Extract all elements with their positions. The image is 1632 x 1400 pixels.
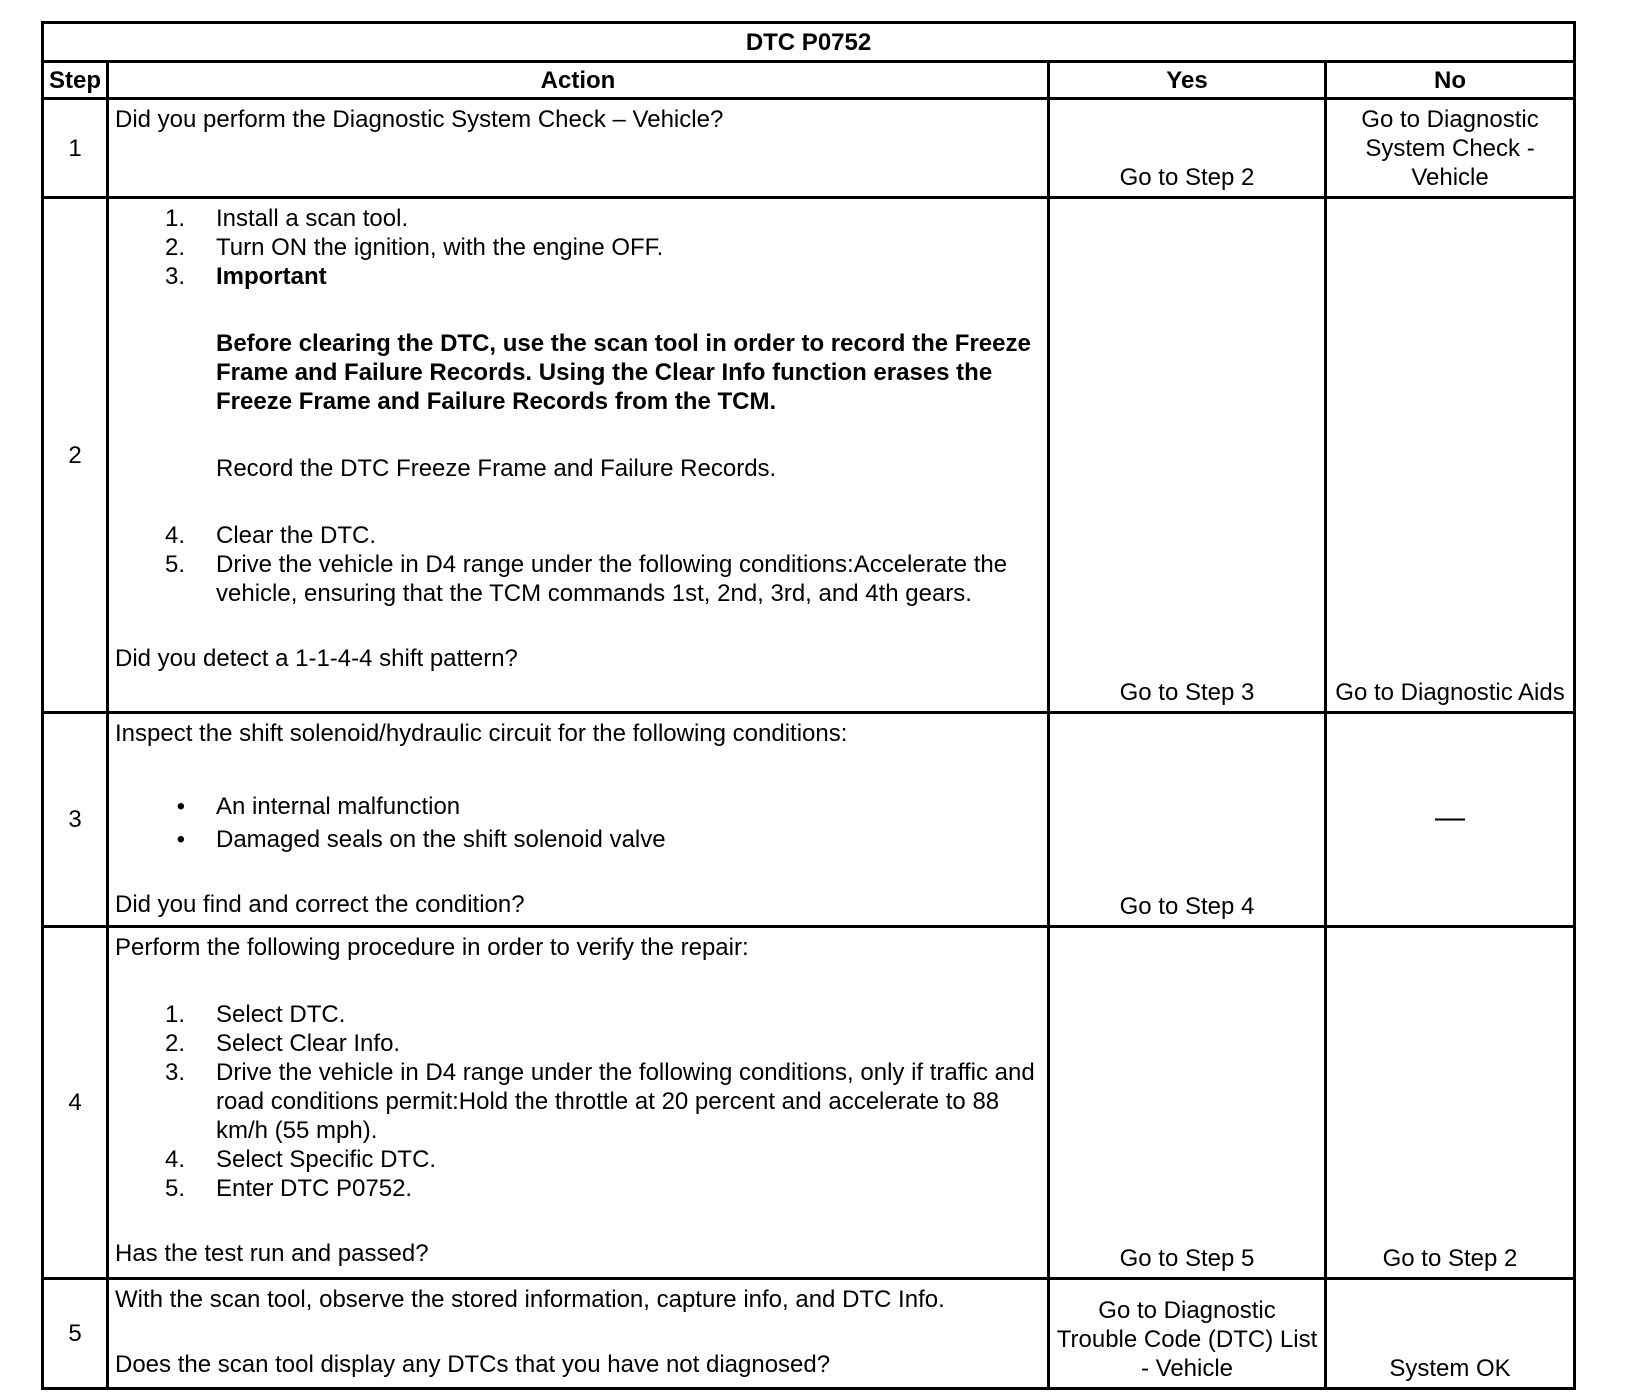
list-text: Select DTC. xyxy=(216,1001,346,1028)
header-action: Action xyxy=(108,62,1049,99)
yes-cell: Go to Step 2 xyxy=(1049,99,1326,198)
table-row-step-1 xyxy=(43,99,1575,198)
step-number: 4 xyxy=(43,927,108,1279)
list-item xyxy=(115,1029,1041,1058)
action-question: Did you detect a 1-1-4-4 shift pattern? xyxy=(115,645,518,672)
dtc-table-container xyxy=(41,21,1573,1390)
yes-cell: Go to Step 3 xyxy=(1049,198,1326,713)
list-text: Turn ON the ignition, with the engine OFF. xyxy=(216,234,664,261)
list-item xyxy=(115,233,1041,262)
action-intro: Perform the following procedure in order to verify the repair: xyxy=(115,934,749,961)
bullet-text: Damaged seals on the shift solenoid valve xyxy=(216,826,666,853)
list-text: Drive the vehicle in D4 range under the following conditions, only if traffic and road conditions permit:Hold the throttle at 20 percent and accelerate to 88 km/h (55 mph). xyxy=(216,1059,1035,1144)
action-question: Did you find and correct the condition? xyxy=(115,891,525,918)
list-number: 5. xyxy=(164,1175,185,1202)
list-text: Select Specific DTC. xyxy=(216,1146,437,1173)
no-cell: System OK xyxy=(1326,1279,1575,1389)
yes-cell: Go to Diagnostic Trouble Code (DTC) List - Vehicle xyxy=(1049,1279,1326,1389)
table-header-row xyxy=(43,62,1575,99)
list-item xyxy=(115,204,1041,233)
list-item xyxy=(115,521,1041,550)
table-row-step-2 xyxy=(43,198,1575,713)
action-cell xyxy=(108,99,1049,198)
action-cell xyxy=(108,198,1049,713)
list-text: Clear the DTC. xyxy=(216,522,377,549)
list-number: 3. xyxy=(164,1059,185,1086)
step-number: 1 xyxy=(43,99,108,198)
list-item xyxy=(115,550,1041,608)
list-text: Install a scan tool. xyxy=(216,205,409,232)
action-intro: Inspect the shift solenoid/hydraulic circuit for the following conditions: xyxy=(115,720,848,747)
bullet-icon: • xyxy=(176,826,185,853)
list-number: 1. xyxy=(164,1001,185,1028)
header-yes: Yes xyxy=(1049,62,1326,99)
action-question: Did you perform the Diagnostic System Check – Vehicle? xyxy=(115,106,724,133)
bullet-item xyxy=(115,792,1041,821)
list-number: 2. xyxy=(164,234,185,261)
list-text: Enter DTC P0752. xyxy=(216,1175,413,1202)
table-title-row xyxy=(43,23,1575,62)
dtc-diagnostic-table xyxy=(41,21,1576,1390)
list-number: 2. xyxy=(164,1030,185,1057)
list-item xyxy=(115,1145,1041,1174)
list-item xyxy=(115,1000,1041,1029)
important-note: Before clearing the DTC, use the scan tool in order to record the Freeze Frame and Failure Records. Using the Clear Info function erases the Freeze Frame and Failure Records from the TCM. xyxy=(216,330,1031,415)
list-number: 1. xyxy=(164,205,185,232)
record-note: Record the DTC Freeze Frame and Failure Records. xyxy=(216,455,777,482)
step-number: 2 xyxy=(43,198,108,713)
header-step: Step xyxy=(43,62,108,99)
list-number: 4. xyxy=(164,522,185,549)
table-row-step-4 xyxy=(43,927,1575,1279)
table-row-step-3 xyxy=(43,713,1575,927)
bullet-text: An internal malfunction xyxy=(216,793,461,820)
action-question: Does the scan tool display any DTCs that you have not diagnosed? xyxy=(115,1351,831,1378)
list-number: 3. xyxy=(164,263,185,290)
list-item xyxy=(115,1058,1041,1145)
header-no: No xyxy=(1326,62,1575,99)
no-cell: Go to Diagnostic Aids xyxy=(1326,198,1575,713)
list-item xyxy=(115,262,1041,291)
no-cell: Go to Step 2 xyxy=(1326,927,1575,1279)
list-number: 5. xyxy=(164,551,185,578)
no-cell: — xyxy=(1326,713,1575,927)
list-text: Select Clear Info. xyxy=(216,1030,401,1057)
table-title: DTC P0752 xyxy=(43,23,1575,62)
action-question: Has the test run and passed? xyxy=(115,1240,429,1267)
no-cell: Go to Diagnostic System Check - Vehicle xyxy=(1326,99,1575,198)
list-number: 4. xyxy=(164,1146,185,1173)
step-number: 3 xyxy=(43,713,108,927)
step-number: 5 xyxy=(43,1279,108,1389)
yes-cell: Go to Step 5 xyxy=(1049,927,1326,1279)
action-intro: With the scan tool, observe the stored information, capture info, and DTC Info. xyxy=(115,1286,945,1313)
list-item xyxy=(115,1174,1041,1203)
list-text: Drive the vehicle in D4 range under the following conditions:Accelerate the vehicle, ensuring that the TCM commands 1st, 2nd, 3rd, and 4th gears. xyxy=(216,551,1008,607)
action-cell xyxy=(108,1279,1049,1389)
table-row-step-5 xyxy=(43,1279,1575,1389)
bullet-item xyxy=(115,825,1041,854)
important-label: Important xyxy=(216,263,327,290)
yes-cell: Go to Step 4 xyxy=(1049,713,1326,927)
action-cell xyxy=(108,713,1049,927)
bullet-icon: • xyxy=(176,793,185,820)
action-cell xyxy=(108,927,1049,1279)
